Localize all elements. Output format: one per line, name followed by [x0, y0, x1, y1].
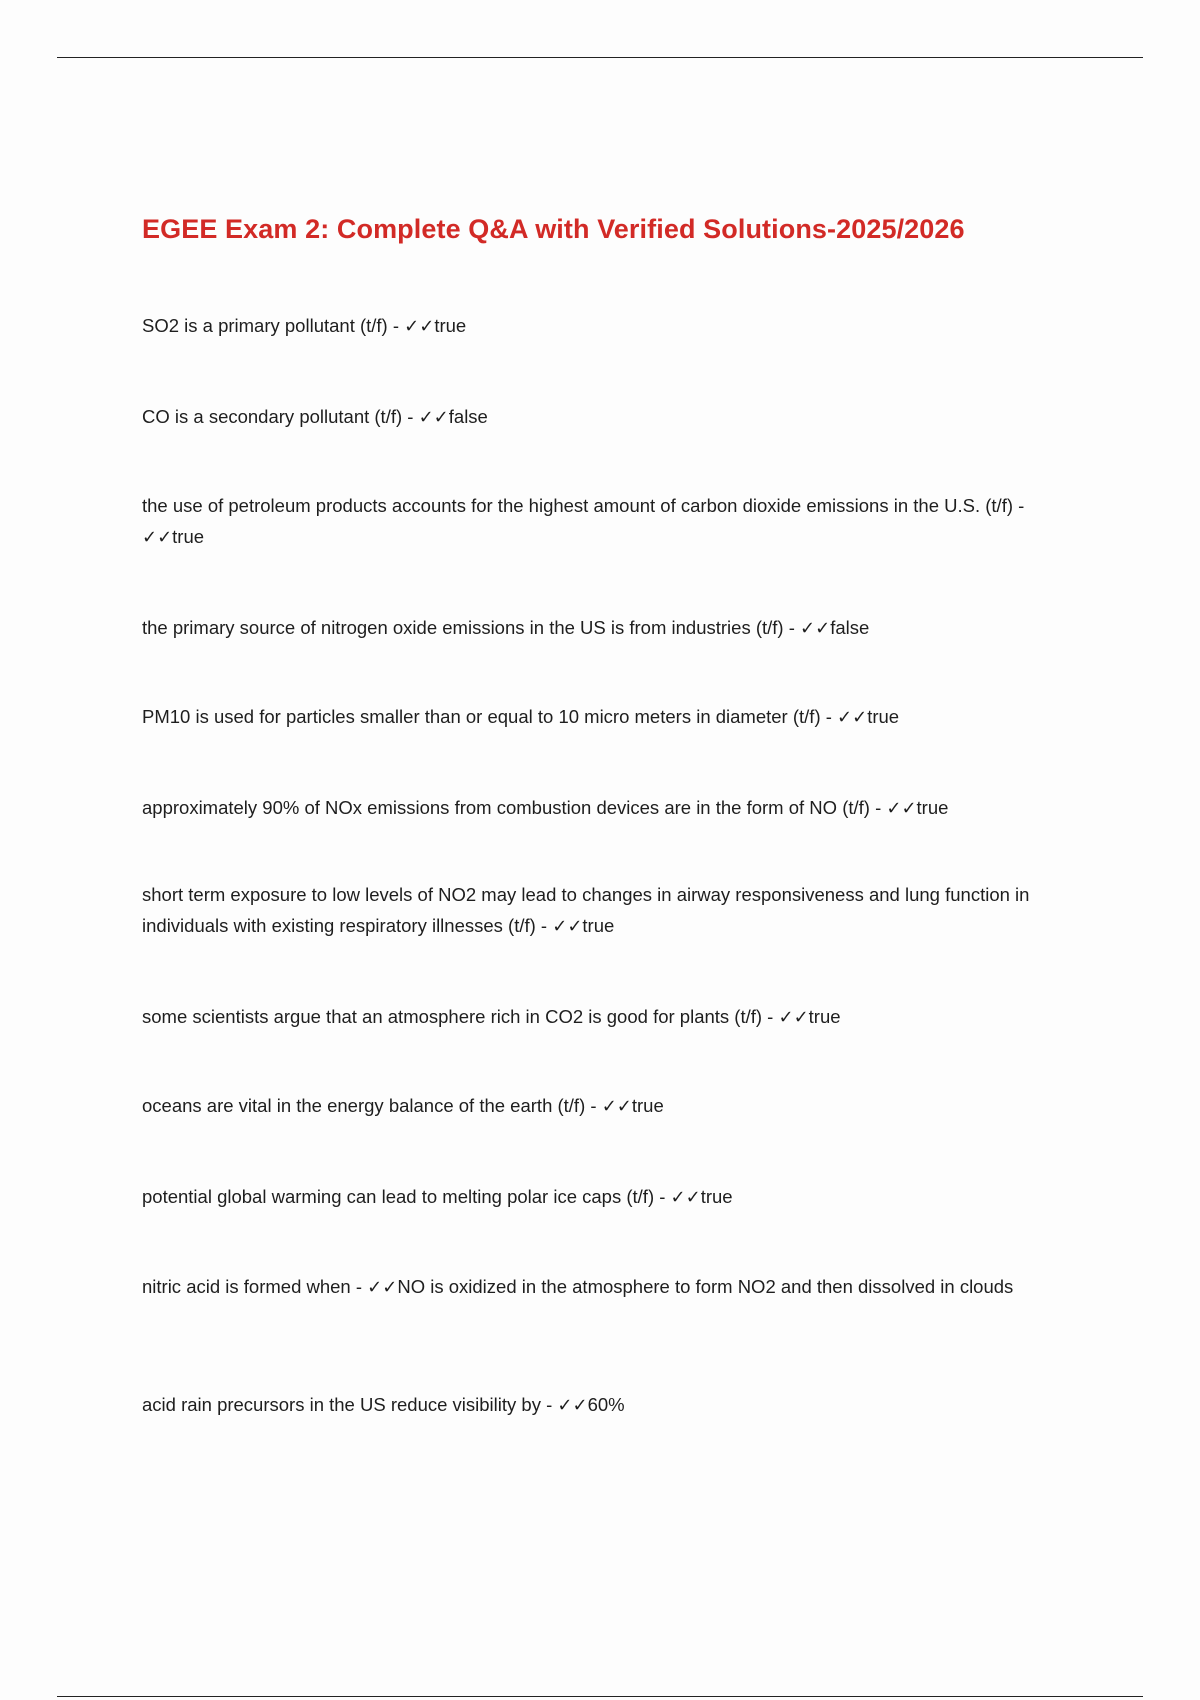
- answer-text: false: [448, 406, 488, 427]
- check-icon: ✓✓: [800, 618, 831, 639]
- answer-text: true: [172, 526, 205, 547]
- question-text: PM10 is used for particles smaller than or equal to 10 micro meters in diameter (t/f) -: [142, 706, 838, 727]
- check-icon: ✓✓: [778, 1007, 809, 1028]
- qa-item-8: [142, 1001, 1072, 1033]
- answer-text: 60%: [587, 1394, 625, 1415]
- qa-item-5: [142, 701, 1072, 733]
- footer-rule: [57, 1696, 1143, 1697]
- answer-text: true: [700, 1186, 733, 1207]
- answer-text: false: [830, 617, 870, 638]
- check-icon: ✓✓: [557, 1395, 588, 1416]
- answer-text: true: [916, 797, 949, 818]
- question-text: the primary source of nitrogen oxide emissions in the US is from industries (t/f) -: [142, 617, 801, 638]
- qa-item-11: [142, 1271, 1072, 1303]
- question-text: some scientists argue that an atmosphere rich in CO2 is good for plants (t/f) -: [142, 1006, 779, 1027]
- qa-item-2: [142, 401, 1072, 433]
- check-icon: ✓✓: [670, 1187, 701, 1208]
- question-text: the use of petroleum products accounts for the highest amount of carbon dioxide emissions in the U.S. (t/f) -: [142, 495, 1025, 516]
- question-text: approximately 90% of NOx emissions from combustion devices are in the form of NO (t/f) -: [142, 797, 887, 818]
- check-icon: ✓✓: [552, 916, 583, 937]
- check-icon: ✓✓: [837, 707, 868, 728]
- question-text: SO2 is a primary pollutant (t/f) -: [142, 315, 405, 336]
- qa-item-3: [142, 490, 1072, 553]
- answer-text: NO is oxidized in the atmosphere to form NO2 and then dissolved in clouds: [397, 1276, 1014, 1297]
- answer-text: true: [631, 1095, 664, 1116]
- answer-text: true: [808, 1006, 841, 1027]
- question-text: nitric acid is formed when -: [142, 1276, 368, 1297]
- question-text: potential global warming can lead to melting polar ice caps (t/f) -: [142, 1186, 671, 1207]
- answer-text: true: [867, 706, 900, 727]
- qa-item-10: [142, 1181, 1072, 1213]
- question-text: oceans are vital in the energy balance of the earth (t/f) -: [142, 1095, 602, 1116]
- header-rule: [57, 57, 1143, 58]
- question-text: CO is a secondary pollutant (t/f) -: [142, 406, 419, 427]
- qa-item-12: [142, 1389, 1072, 1421]
- question-text: acid rain precursors in the US reduce visibility by -: [142, 1394, 558, 1415]
- qa-item-9: [142, 1090, 1072, 1122]
- check-icon: ✓✓: [886, 798, 917, 819]
- check-icon: ✓✓: [367, 1277, 398, 1298]
- answer-text: true: [434, 315, 467, 336]
- check-icon: ✓✓: [418, 407, 449, 428]
- question-text: short term exposure to low levels of NO2 may lead to changes in airway responsiveness and lung function in individuals with existing respiratory illnesses (t/f) -: [142, 884, 1030, 936]
- qa-item-6: [142, 792, 1072, 824]
- qa-item-1: [142, 310, 1072, 342]
- qa-item-7: [142, 879, 1072, 942]
- qa-item-4: [142, 612, 1072, 644]
- document-title: EGEE Exam 2: Complete Q&A with Verified Solutions-2025/2026: [142, 214, 965, 244]
- check-icon: ✓✓: [601, 1096, 632, 1117]
- check-icon: ✓✓: [142, 527, 173, 548]
- answer-text: true: [582, 915, 615, 936]
- check-icon: ✓✓: [404, 316, 435, 337]
